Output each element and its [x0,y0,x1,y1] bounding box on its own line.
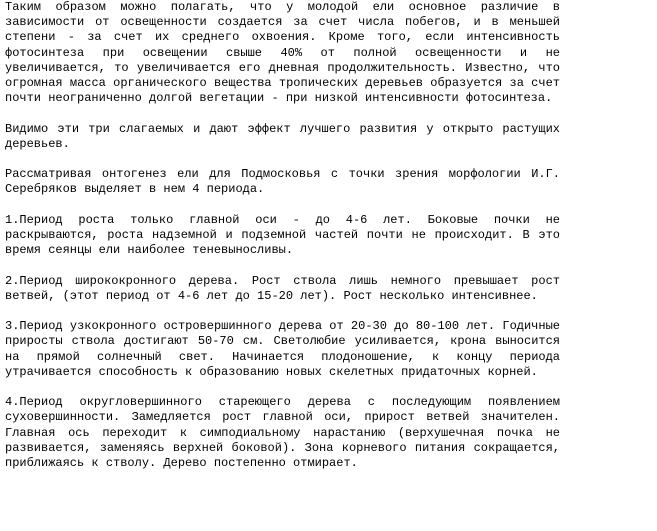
paragraph-period-1: 1.Период роста только главной оси - до 4-6 лет. Боковые почки не раскрываются, роста надземной и подземной частей почти не происходит. В это время сеянцы ели наиболее теневыносливы. [5,212,560,258]
paragraph-illumination: Таким образом можно полагать, что у молодой ели основное различие в зависимости от освещенности создается за счет числа побегов, и в меньшей степени - за счет их среднего охвоения. Кроме того, если интенсивность фотосинтеза при освещении свыше 40% от полной освещенности и не увеличивается, то увеличивается его дневная продолжительность. Известно, что огромная масса органического вещества тропических деревьев образуется за счет почти неограниченно долгой вегетации - при низкой интенсивности фотосинтеза. [5,0,560,106]
paragraph-ontogenesis-intro: Рассматривая онтогенез ели для Подмосковья с точки зрения морфологии И.Г. Серебряков выделяет в нем 4 периода. [5,167,560,197]
paragraph-period-3: 3.Период узкокронного островершинного дерева от 20-30 до 80-100 лет. Годичные приросты ствола достигают 50-70 см. Светолюбие усиливается, крона выносится на прямой солнечный свет. Начинается плодоношение, к концу периода утрачивается способность к образованию новых скелетных придаточных корней. [5,319,560,379]
paragraph-three-factors: Видимо эти три слагаемых и дают эффект лучшего развития у открыто растущих деревьев. [5,121,560,151]
document-body [5,0,560,471]
paragraph-period-2: 2.Период ширококронного дерева. Рост ствола лишь немного превышает рост ветвей, (этот период от 4-6 лет до 15-20 лет). Рост несколько интенсивнее. [5,273,560,303]
paragraph-period-4: 4.Период округловершинного стареющего дерева с последующим появлением суховершинности. Замедляется рост главной оси, прирост ветвей значителен. Главная ось переходит к симподиальному нарастанию (верхушечная почка не развивается, заменяясь верхней боковой). Зона корневого питания сокращается, приближаясь к стволу. Дерево постепенно отмирает. [5,395,560,470]
